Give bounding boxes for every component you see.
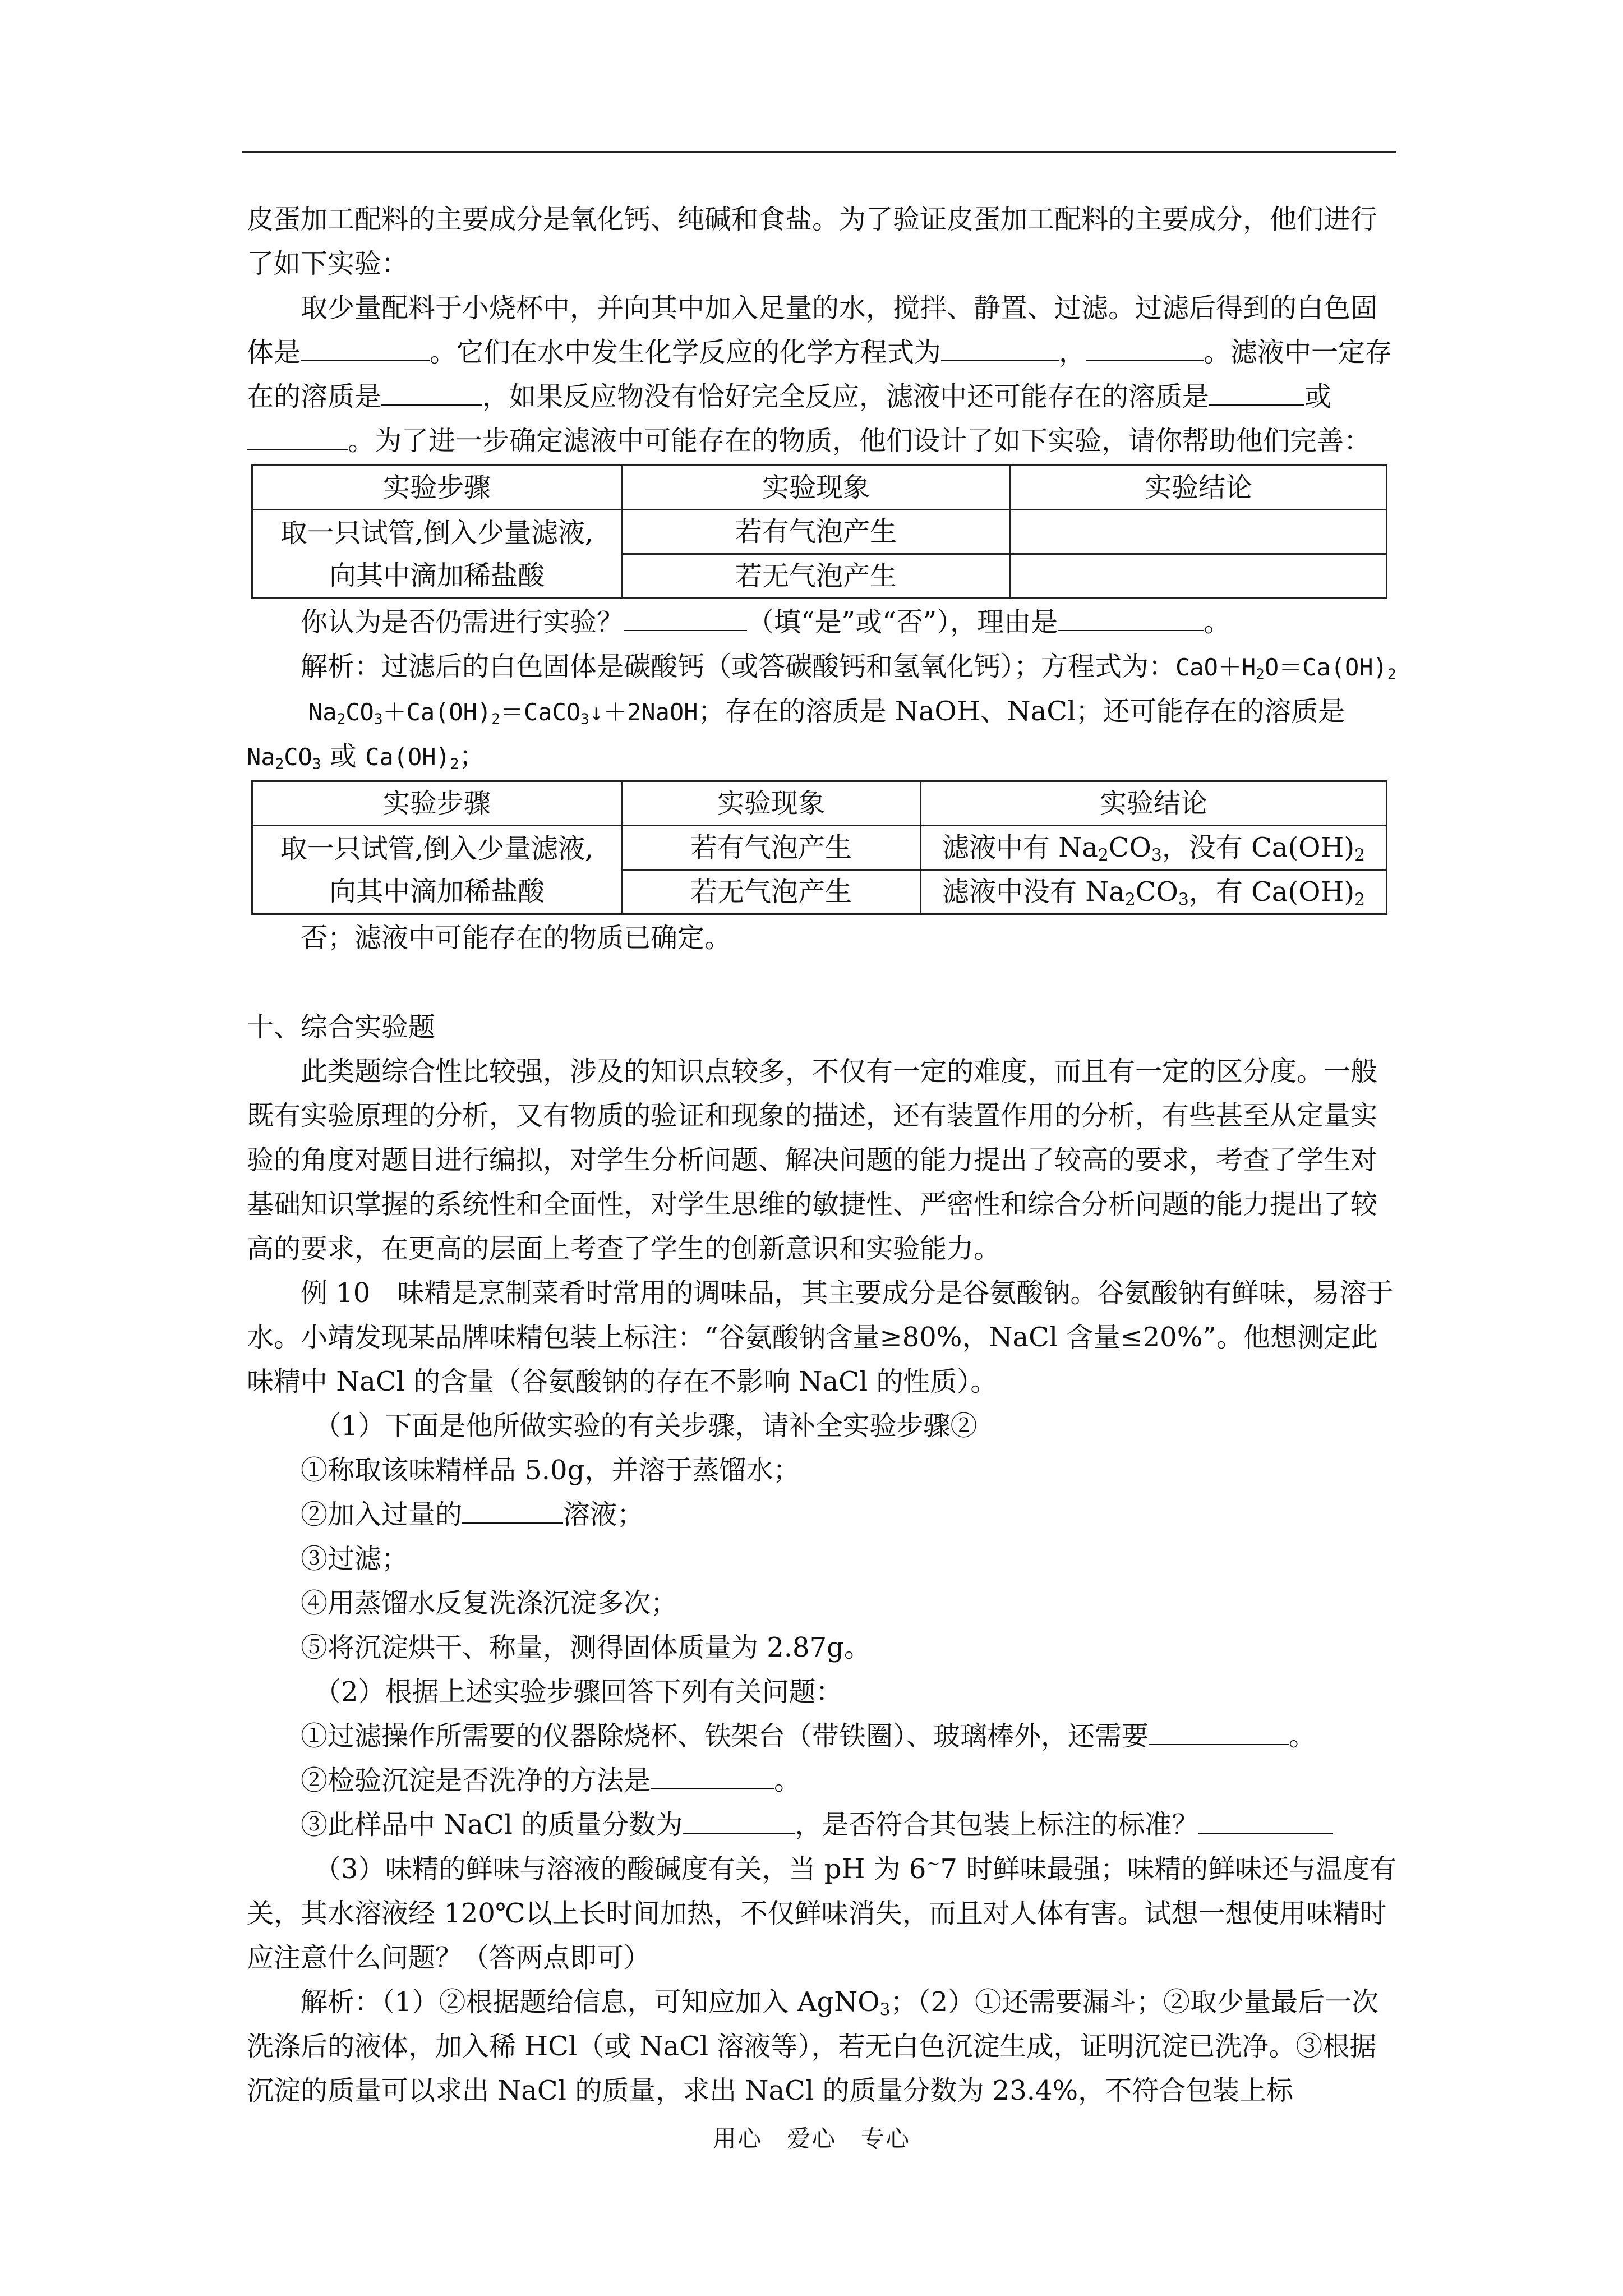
table-conclusion-cell: 滤液中有 $Na_2CO_3$，没有 $Ca(OH)_2$ <box>921 826 1387 870</box>
answer-blank[interactable] <box>651 1764 774 1789</box>
answer-blank[interactable] <box>1209 380 1304 406</box>
analysis-text: ； <box>459 740 486 772</box>
analysis-text: 解析：过滤后的白色固体是碳酸钙（或答碳酸钙和氢氧化钙）；方程式为： <box>301 651 1176 682</box>
answer-blank[interactable] <box>462 1498 563 1524</box>
footer-word: 爱心 <box>786 2125 836 2152</box>
example-step: ④用蒸馏水反复洗涤沉淀多次； <box>301 1588 678 1619</box>
example-step: ①称取该味精样品 5.0g，并溶于蒸馏水； <box>301 1455 800 1486</box>
question-text: 。为了进一步确定滤液中可能存在的物质，他们设计了如下实验，请你帮助他们完善： <box>348 425 1371 457</box>
table-header-row <box>252 781 1387 826</box>
example-subquestion: ②检验沉淀是否洗净的方法是 。 <box>301 1765 801 1796</box>
example-subquestion: ①过滤操作所需要的仪器除烧杯、铁架台（带铁圈）、玻璃棒外，还需要 。 <box>301 1720 1316 1752</box>
table-step-cell <box>252 510 622 599</box>
experiment-table-blank <box>251 464 1387 599</box>
analysis-text: 或 <box>321 740 366 772</box>
example-subquestion: ③此样品中 NaCl 的质量分数为 ，是否符合其包装上标注的标准？ <box>247 1803 1398 1847</box>
followup-question <box>247 600 1398 645</box>
formula: $Na_2CO_3$ <box>247 743 321 773</box>
example-10-text: 例 10 味精是烹制菜肴时常用的调味品，其主要成分是谷氨酸钠。谷氨酸钠有鲜味，易溶于水。小靖发现某品牌味精包装上标注：“谷氨酸钠含量≥80%，NaCl 含量≤20%”。他想测定此味精中 NaCl 的含量（谷氨酸钠的存在不影响 NaCl 的性质）。 <box>247 1277 1394 1397</box>
answer-blank[interactable] <box>941 336 1059 361</box>
answer-blank[interactable] <box>624 606 747 631</box>
example-step: ⑤将沉淀烘干、称量，测得固体质量为 2.87g。 <box>301 1632 871 1663</box>
intro-paragraph: 皮蛋加工配料的主要成分是氧化钙、纯碱和食盐。为了验证皮蛋加工配料的主要成分，他们进行了如下实验： <box>247 204 1378 279</box>
question-text: 取少量配料于小烧杯中，并向其中加入足量的水，搅拌、静置、过滤。过滤后得到的白色固体是 <box>247 292 1378 368</box>
question-text: 。它们在水中发生化学反应的化学方程式为 <box>430 337 942 368</box>
formula: $Ca(OH)_2$ <box>365 743 459 773</box>
question-text: ， <box>1059 337 1086 368</box>
question-text: 你认为是否仍需进行实验？ <box>301 606 624 638</box>
table-header-cell: 实验结论 <box>1011 466 1387 510</box>
equation-1: $CaO+H_2O=Ca(OH)_2$ <box>1175 654 1396 683</box>
page-content <box>247 197 1398 2113</box>
answer-blank[interactable] <box>301 336 430 361</box>
table-header-cell: 实验现象 <box>622 466 1011 510</box>
question-text: 。滤液中一定存在的溶质是 <box>247 337 1393 412</box>
footer-word: 专心 <box>861 2125 911 2152</box>
example-q3: （3）味精的鲜味与溶液的酸碱度有关，当 pH 为 6~7 时鲜味最强；味精的鲜味还与温度有关，其水溶液经 120℃以上长时间加热，不仅鲜味消失，而且对人体有害。试想一想使用味精时应注意什么问题？（答两点即可） <box>247 1853 1397 1973</box>
example-step: ③过滤； <box>301 1543 409 1575</box>
table-conclusion-cell-empty[interactable] <box>1011 554 1387 599</box>
table-conclusion-cell: 滤液中没有 $Na_2CO_3$，有 $Ca(OH)_2$ <box>921 870 1387 914</box>
step-line: 取一只试管,倒入少量滤液, <box>280 517 594 549</box>
step-line: 向其中滴加稀盐酸 <box>329 875 545 907</box>
analysis-paragraph <box>247 645 1398 779</box>
table-header-cell: 实验步骤 <box>252 466 622 510</box>
example-q2: （2）根据上述实验步骤回答下列有关问题： <box>314 1676 843 1708</box>
question-paragraph <box>247 286 1398 463</box>
analysis-text: ；存在的溶质是 NaOH、NaCl；还可能存在的溶质是 <box>698 696 1345 727</box>
table-row <box>252 826 1387 870</box>
table-header-cell: 实验结论 <box>921 781 1387 826</box>
header-rule <box>242 151 1396 153</box>
footer-word: 用心 <box>712 2125 762 2152</box>
table-header-cell: 实验现象 <box>622 781 921 826</box>
page-footer <box>0 2120 1623 2154</box>
section-title: 十、综合实验题 <box>247 1011 436 1043</box>
example-q1: （1）下面是他所做实验的有关步骤，请补全实验步骤② <box>314 1410 978 1442</box>
answer-blank[interactable] <box>1149 1720 1289 1745</box>
step-line: 取一只试管,倒入少量滤液, <box>280 832 594 864</box>
question-text: 或 <box>1304 381 1332 412</box>
section-paragraph: 此类题综合性比较强，涉及的知识点较多，不仅有一定的难度，而且有一定的区分度。一般既有实验原理的分析，又有物质的验证和现象的描述，还有装置作用的分析，有些甚至从定量实验的角度对题目进行编拟，对学生分析问题、解决问题的能力提出了较高的要求，考查了学生对基础知识掌握的系统性和全面性，对学生思维的敏捷性、严密性和综合分析问题的能力提出了较高的要求，在更高的层面上考查了学生的创新意识和实验能力。 <box>247 1056 1378 1264</box>
answer-blank[interactable] <box>1086 336 1204 361</box>
question-text: ，如果反应物没有恰好完全反应，滤液中还可能存在的溶质是 <box>482 381 1210 412</box>
equation-2: $Na_2CO_3+Ca(OH)_2=CaCO_3↓+2NaOH$ <box>308 698 698 728</box>
table-header-row <box>252 466 1387 510</box>
answer-conclusion: 否；滤液中可能存在的物质已确定。 <box>301 922 732 954</box>
question-text: （填“是”或“否”），理由是 <box>747 606 1058 638</box>
table-header-cell: 实验步骤 <box>252 781 622 826</box>
answer-blank[interactable] <box>381 380 482 406</box>
question-text: 。 <box>1204 606 1231 638</box>
table-phenomenon-cell: 若无气泡产生 <box>622 554 1011 599</box>
table-step-cell <box>252 826 622 914</box>
answer-blank[interactable] <box>1198 1809 1333 1834</box>
table-conclusion-cell-empty[interactable] <box>1011 510 1387 554</box>
answer-blank[interactable] <box>683 1809 795 1834</box>
answer-blank[interactable] <box>247 425 348 450</box>
step-line: 向其中滴加稀盐酸 <box>329 559 545 591</box>
answer-blank[interactable] <box>1058 606 1204 631</box>
experiment-table-answer <box>251 780 1387 915</box>
example-step: ②加入过量的 溶液； <box>301 1499 644 1530</box>
table-phenomenon-cell: 若有气泡产生 <box>622 510 1011 554</box>
table-phenomenon-cell: 若有气泡产生 <box>622 826 921 870</box>
example-analysis: 解析：（1）②根据题给信息，可知应加入 AgNO$_3$；（2）①还需要漏斗；②取少量最后一次洗涤后的液体，加入稀 HCl（或 NaCl 溶液等），若无白色沉淀生成，证明沉淀已洗净。③根据沉淀的质量可以求出 NaCl 的质量，求出 NaCl 的质量分数为 23.4%，不符合包装上标 <box>247 1986 1379 2106</box>
table-row <box>252 510 1387 554</box>
table-phenomenon-cell: 若无气泡产生 <box>622 870 921 914</box>
